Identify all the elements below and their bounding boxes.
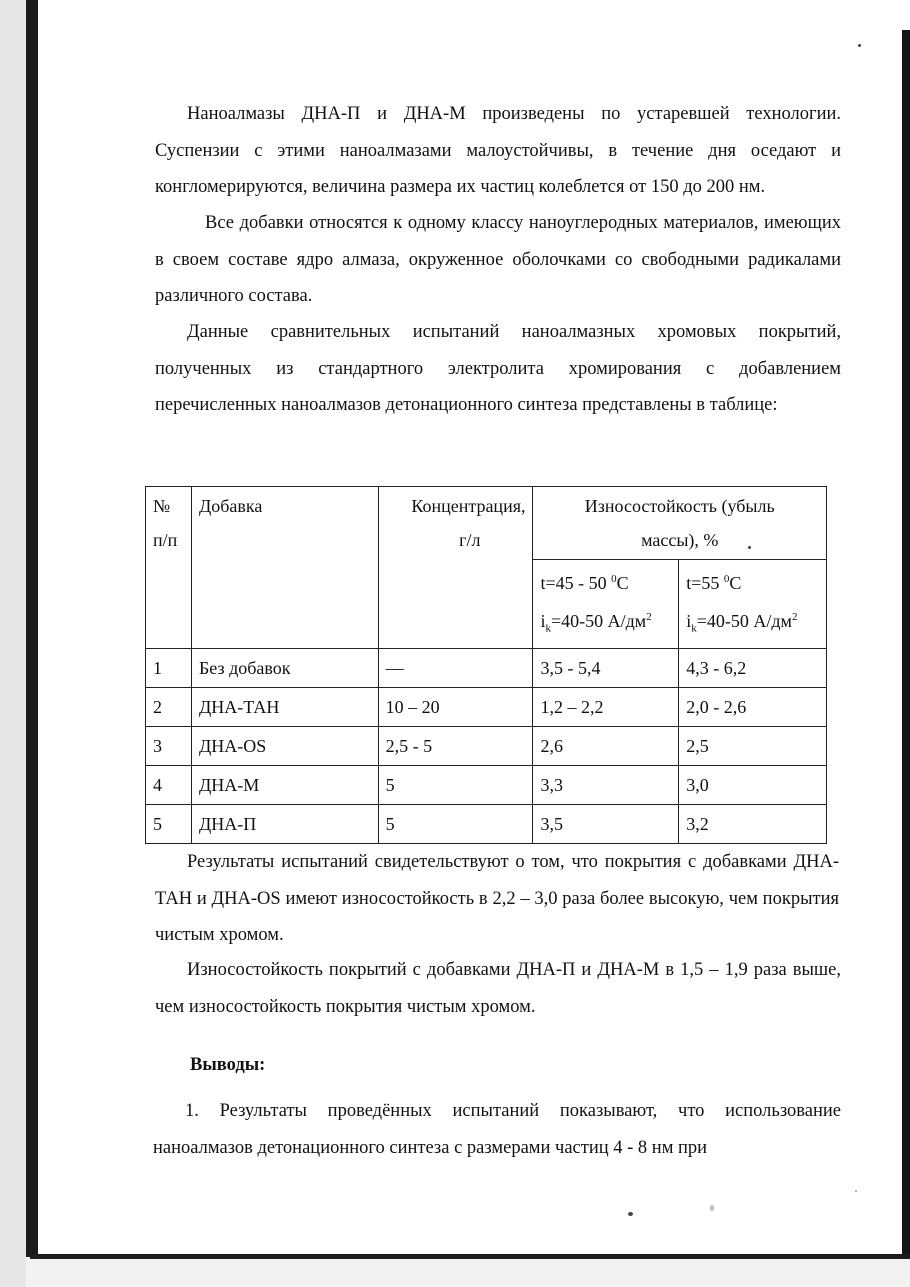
row-wear-2: 2,0 - 2,6 [679,687,827,726]
header-additive-cell: Добавка [191,487,378,649]
row-wear-1: 3,5 [533,804,679,843]
header-concentration-line1: Концентрация, [411,496,526,516]
row-concentration: 10 – 20 [378,687,533,726]
scan-left-margin [0,0,26,1287]
row-additive: Без добавок [191,648,378,687]
row-concentration: 2,5 - 5 [378,726,533,765]
row-wear-1: 3,5 - 5,4 [533,648,679,687]
row-additive: ДНА-П [191,804,378,843]
row-number: 3 [146,726,192,765]
scan-speck [710,1205,714,1211]
scan-bottom-margin [26,1257,910,1287]
paragraph-test-data-intro: Данные сравнительных испытаний наноалмазных хромовых покрытий, полученных из стандартного электролита хромирования с добавлением перечисленных наноалмазов детонационного синтеза представлены в таблице: [155,322,841,415]
scan-speck [628,1212,633,1216]
paragraph-additives-class: Все добавки относятся к одному классу наноуглеродных материалов, имеющих в своем составе ядро алмаза, окруженное оболочками со свободными радикалами различного состава. [155,213,841,306]
condition-2-current-density: $i_k=40-50$ $А/дм^2$ [686,611,798,635]
condition-2-cell [679,560,827,649]
header-number-cell [146,487,192,649]
condition-2-temperature: t=55 $^0$C [686,573,742,593]
scan-speck [855,1190,857,1192]
condition-1-cell [533,560,679,649]
scan-right-edge [902,30,910,1287]
table-row [146,726,827,765]
row-additive: ДНА-ТАН [191,687,378,726]
row-concentration: — [378,648,533,687]
condition-1-current-density: $i_k=40-50$ $А/дм^2$ [540,611,652,635]
header-wear-line1: Износостойкость (убыль [584,496,775,516]
wear-resistance-table [145,486,827,844]
header-number-line1: № [153,496,171,516]
row-number: 5 [146,804,192,843]
row-concentration: 5 [378,804,533,843]
header-wear-resistance-cell [533,487,827,560]
header-number-line2: п/п [153,530,178,550]
conclusions-heading: Выводы: [190,1055,266,1075]
paragraph-conclusion-1: 1. Результаты проведённых испытаний показывают, что использование наноалмазов детонационного синтеза с размерами частиц 4 - 8 нм при [153,1101,841,1158]
row-additive: ДНА-OS [191,726,378,765]
row-wear-2: 2,5 [679,726,827,765]
scan-speck [858,44,861,47]
row-number: 4 [146,765,192,804]
scan-left-edge [26,0,38,1287]
paragraph-results-tan-os: Результаты испытаний свидетельствуют о том, что покрытия с добавками ДНА-ТАН и ДНА-OS имеют износостойкость в 2,2 – 3,0 раза более высокую, чем покрытия чистым хромом. [155,852,839,945]
table-row [146,804,827,843]
row-concentration: 5 [378,765,533,804]
header-wear-line2: массы), % [641,530,719,550]
header-concentration-line2: г/л [459,530,481,550]
table-row [146,765,827,804]
row-number: 1 [146,648,192,687]
row-wear-1: 3,3 [533,765,679,804]
row-additive: ДНА-М [191,765,378,804]
condition-1-temperature: t=45 - 50 $^0$C [540,573,629,593]
table-row [146,687,827,726]
table-header-row [146,487,827,560]
header-concentration-cell [378,487,533,649]
paragraph-nanodiamond-technology: Наноалмазы ДНА-П и ДНА-М произведены по устаревшей технологии. Суспензии с этими наноалмазами малоустойчивы, в течение дня оседают и конгломерируются, величина размера их частиц колеблется от 150 до 200 нм. [155,104,841,197]
row-wear-1: 2,6 [533,726,679,765]
scan-bottom-edge [30,1254,910,1259]
row-wear-2: 3,2 [679,804,827,843]
row-wear-1: 1,2 – 2,2 [533,687,679,726]
paragraph-results-p-m: Износостойкость покрытий с добавками ДНА-П и ДНА-М в 1,5 – 1,9 раза выше, чем износостойкость покрытия чистым хромом. [155,960,841,1017]
table-row [146,648,827,687]
row-number: 2 [146,687,192,726]
row-wear-2: 3,0 [679,765,827,804]
row-wear-2: 4,3 - 6,2 [679,648,827,687]
